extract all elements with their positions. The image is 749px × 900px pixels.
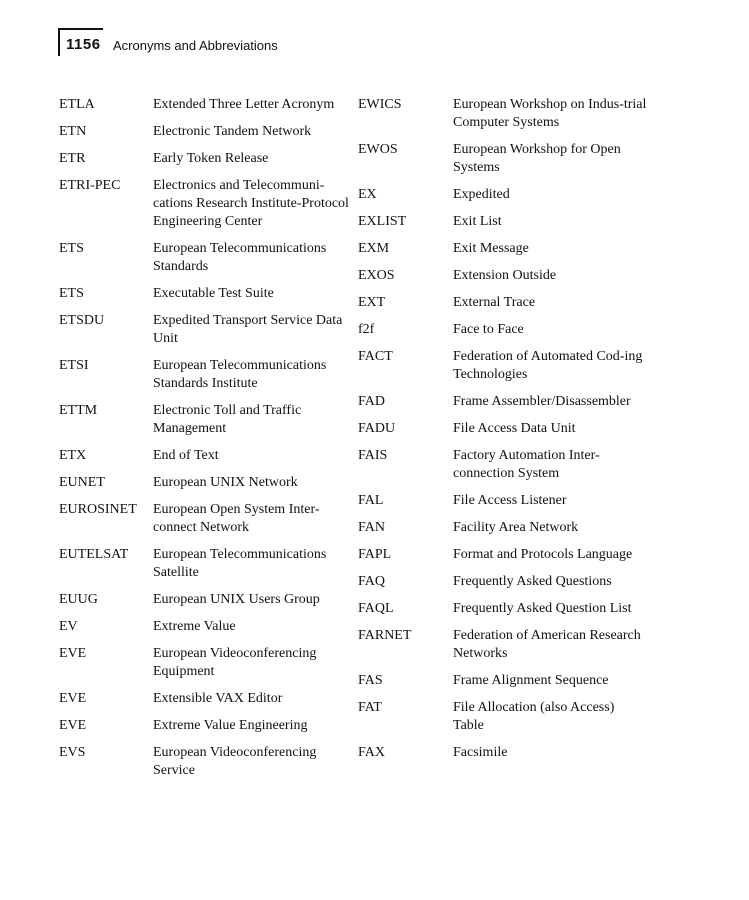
entry-definition: European Videoconferencing Service <box>153 745 317 778</box>
glossary-entry <box>358 672 648 690</box>
entry-acronym: EVE <box>59 691 87 706</box>
entry-definition: Extended Three Letter Acronym <box>153 97 335 112</box>
glossary-entry <box>59 123 349 141</box>
entry-acronym: ETX <box>59 448 87 463</box>
entry-definition: Electronic Toll and Traffic Management <box>153 403 302 436</box>
entry-definition: Facsimile <box>453 745 508 760</box>
entry-definition: Expedited Transport Service Data Unit <box>153 313 343 346</box>
entry-definition: European Workshop on Indus-trial Computer Systems <box>453 97 647 130</box>
entry-acronym: EXT <box>358 295 386 310</box>
entry-acronym: ETSDU <box>59 313 105 328</box>
entry-acronym: EVE <box>59 718 87 733</box>
entry-acronym: EXLIST <box>358 214 407 229</box>
glossary-entry <box>358 492 648 510</box>
entry-acronym: ETS <box>59 241 84 256</box>
entry-acronym: ETLA <box>59 97 95 112</box>
entry-acronym: ETSI <box>59 358 89 373</box>
entry-definition: File Allocation (also Access) Table <box>453 700 615 733</box>
glossary-entry <box>59 96 349 114</box>
glossary-entry <box>358 600 648 618</box>
glossary-entry <box>59 402 349 438</box>
entry-definition: Frame Assembler/Disassembler <box>453 394 631 409</box>
entry-definition: European UNIX Network <box>153 475 298 490</box>
entry-definition: European Telecommunications Standards Institute <box>153 358 327 391</box>
entry-acronym: ETN <box>59 124 87 139</box>
entry-definition: Exit Message <box>453 241 529 256</box>
entry-acronym: FAS <box>358 673 383 688</box>
entry-definition: File Access Listener <box>453 493 567 508</box>
entry-definition: Extreme Value <box>153 619 236 634</box>
header-rule-vertical <box>58 28 60 56</box>
glossary-entry <box>358 627 648 663</box>
entry-definition: Frequently Asked Questions <box>453 574 612 589</box>
entry-acronym: EXM <box>358 241 390 256</box>
entry-acronym: FAN <box>358 520 385 535</box>
entry-acronym: ETRI-PEC <box>59 178 121 193</box>
entry-acronym: ETR <box>59 151 86 166</box>
entry-acronym: FAQ <box>358 574 385 589</box>
entry-acronym: EWOS <box>358 142 398 157</box>
entry-definition: End of Text <box>153 448 219 463</box>
glossary-entry <box>358 186 648 204</box>
entry-definition: Format and Protocols Language <box>453 547 633 562</box>
entry-acronym: EUNET <box>59 475 105 490</box>
glossary-entry <box>59 717 349 735</box>
glossary-entry <box>358 240 648 258</box>
entry-definition: External Trace <box>453 295 536 310</box>
entry-acronym: FACT <box>358 349 393 364</box>
entry-acronym: f2f <box>358 322 375 337</box>
entry-acronym: FAT <box>358 700 382 715</box>
left-column <box>59 96 349 789</box>
glossary-entry <box>358 267 648 285</box>
entry-acronym: FAIS <box>358 448 388 463</box>
entry-definition: European Telecommunications Satellite <box>153 547 327 580</box>
entry-definition: Electronic Tandem Network <box>153 124 312 139</box>
glossary-entry <box>59 744 349 780</box>
entry-definition: Extreme Value Engineering <box>153 718 308 733</box>
glossary-entry <box>358 546 648 564</box>
entry-definition: Exit List <box>453 214 502 229</box>
entry-acronym: FAX <box>358 745 385 760</box>
glossary-entry <box>358 573 648 591</box>
glossary-entry <box>358 294 648 312</box>
entry-acronym: EUTELSAT <box>59 547 129 562</box>
glossary-entry <box>59 285 349 303</box>
entry-acronym: EWICS <box>358 97 402 112</box>
entry-definition: Executable Test Suite <box>153 286 274 301</box>
glossary-entry <box>59 546 349 582</box>
entry-definition: Facility Area Network <box>453 520 579 535</box>
entry-definition: Electronics and Telecommuni-cations Research Institute-Protocol Engineering Center <box>153 178 349 229</box>
glossary-entry <box>59 690 349 708</box>
entry-acronym: FAL <box>358 493 384 508</box>
glossary-entry <box>358 393 648 411</box>
glossary-entry <box>59 357 349 393</box>
right-column <box>358 96 648 771</box>
glossary-entry <box>358 96 648 132</box>
glossary-entry <box>358 699 648 735</box>
glossary-entry <box>358 420 648 438</box>
entry-acronym: FAQL <box>358 601 394 616</box>
glossary-entry <box>59 150 349 168</box>
glossary-entry <box>59 177 349 231</box>
glossary-entry <box>59 618 349 636</box>
glossary-entry <box>59 645 349 681</box>
entry-definition: Expedited <box>453 187 510 202</box>
entry-acronym: FAPL <box>358 547 392 562</box>
page-number: 1156 <box>66 36 101 53</box>
entry-definition: Frequently Asked Question List <box>453 601 632 616</box>
glossary-entry <box>358 141 648 177</box>
entry-definition: European Videoconferencing Equipment <box>153 646 317 679</box>
glossary-entry <box>358 321 648 339</box>
entry-acronym: EVS <box>59 745 86 760</box>
entry-definition: File Access Data Unit <box>453 421 576 436</box>
entry-acronym: EUUG <box>59 592 98 607</box>
entry-acronym: EXOS <box>358 268 395 283</box>
glossary-entry <box>358 519 648 537</box>
running-title: Acronyms and Abbreviations <box>113 38 278 53</box>
glossary-entry <box>59 447 349 465</box>
entry-definition: European Workshop for Open Systems <box>453 142 621 175</box>
entry-definition: Frame Alignment Sequence <box>453 673 609 688</box>
glossary-entry <box>59 591 349 609</box>
entry-acronym: EVE <box>59 646 87 661</box>
entry-acronym: EX <box>358 187 377 202</box>
header-rule-horizontal <box>58 28 103 30</box>
entry-acronym: FAD <box>358 394 385 409</box>
entry-definition: Face to Face <box>453 322 524 337</box>
entry-definition: Federation of Automated Cod-ing Technologies <box>453 349 643 382</box>
entry-definition: Extensible VAX Editor <box>153 691 283 706</box>
entry-definition: Factory Automation Inter-connection System <box>453 448 600 481</box>
entry-definition: European Telecommunications Standards <box>153 241 327 274</box>
entry-definition: Federation of American Research Networks <box>453 628 641 661</box>
entry-definition: European Open System Inter-connect Network <box>153 502 320 535</box>
glossary-entry <box>59 312 349 348</box>
entry-acronym: ETTM <box>59 403 98 418</box>
glossary-entry <box>358 213 648 231</box>
glossary-entry <box>59 501 349 537</box>
entry-acronym: EUROSINET <box>59 502 137 517</box>
entry-acronym: FARNET <box>358 628 412 643</box>
entry-acronym: ETS <box>59 286 84 301</box>
glossary-entry <box>358 348 648 384</box>
entry-definition: Extension Outside <box>453 268 557 283</box>
glossary-entry <box>59 474 349 492</box>
entry-acronym: FADU <box>358 421 396 436</box>
entry-acronym: EV <box>59 619 78 634</box>
glossary-entry <box>59 240 349 276</box>
entry-definition: European UNIX Users Group <box>153 592 320 607</box>
glossary-entry <box>358 447 648 483</box>
glossary-entry <box>358 744 648 762</box>
entry-definition: Early Token Release <box>153 151 269 166</box>
